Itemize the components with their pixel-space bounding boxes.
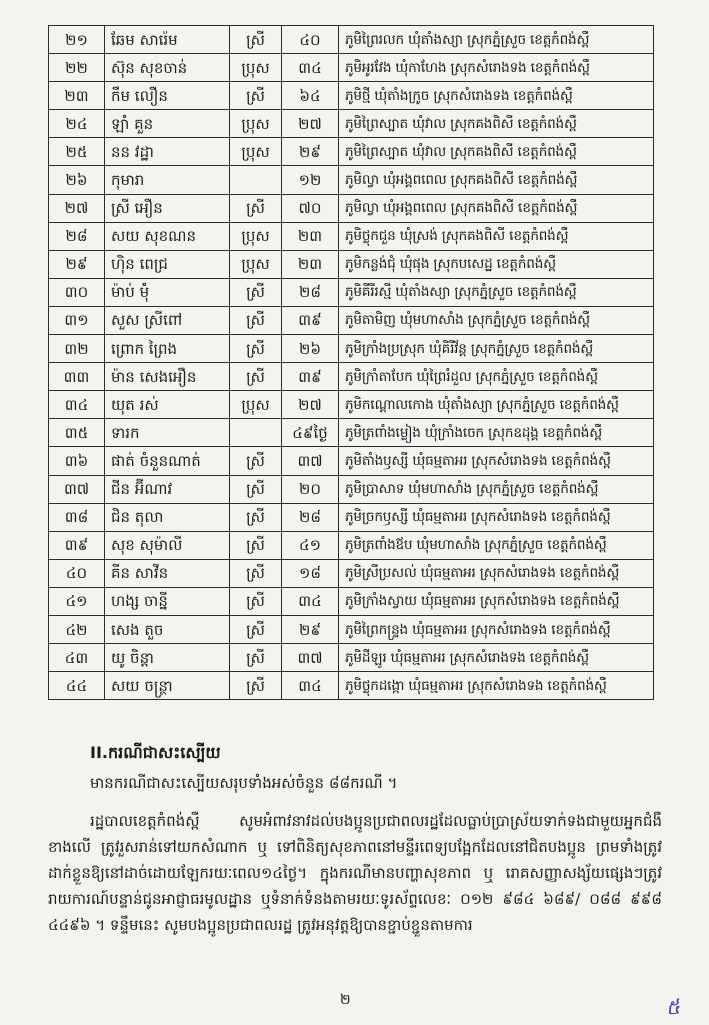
person-address-cell: ភូមិត្រពាំងម្លៀង ឃុំក្រាំងចេក ស្រុកឧដុង្គ ខេត្តកំពង់ស្ពឺ [339,419,654,447]
person-address-cell: ភូមិតាំងឫស្សី ឃុំធម្មតាអរ ស្រុកសំរោងទង ខេត្តកំពង់ស្ពឺ [339,447,654,475]
table-row [49,138,654,166]
person-sex-cell [230,419,282,447]
person-sex-cell: ស្រី [230,503,282,531]
handwritten-mark: ៥ [664,994,682,1020]
case-number-cell: ៣២ [49,335,105,363]
person-age-cell: ៣៤ [282,54,339,82]
table-row [49,306,654,334]
person-sex-cell: ស្រី [230,82,282,110]
table-row [49,166,654,194]
person-address-cell: ភូមិថ្លុកដង្កោ ឃុំធម្មតាអរ ស្រុកសំរោងទង ខេត្តកំពង់ស្ពឺ [339,672,654,700]
person-age-cell: ១៨ [282,559,339,587]
person-name-cell: នន វដ្ឋា [105,138,230,166]
person-age-cell: ៣៤ [282,587,339,615]
person-name-cell: សយ ចន្ថ្រា [105,672,230,700]
person-name-cell: យូ ចិន្តា [105,644,230,672]
recovered-summary: មានករណីជាសះស្បើយសរុបទាំងអស់ចំនួន ៨៨ករណី ។ [90,774,398,792]
person-sex-cell: ស្រី [230,194,282,222]
case-number-cell: ៤៤ [49,672,105,700]
person-address-cell: ភូមិថ្មី ឃុំតាំងក្រូច ស្រុកសំរោងទង ខេត្តកំពង់ស្ពឺ [339,82,654,110]
person-age-cell: ៣៧ [282,447,339,475]
table-row [49,447,654,475]
person-name-cell: គីន សាវីន [105,559,230,587]
person-sex-cell [230,166,282,194]
person-name-cell: ហ៊ិន ពេជ្រ [105,250,230,278]
person-age-cell: ៦៤ [282,82,339,110]
table-row [49,278,654,306]
case-number-cell: ២៤ [49,110,105,138]
person-name-cell: ស្រី អឿន [105,194,230,222]
person-name-cell: សួស ស្រីពៅ [105,306,230,334]
person-age-cell: ២៨ [282,278,339,306]
person-age-cell: ២៩ [282,138,339,166]
person-name-cell: ឆែម សារ៉េម [105,26,230,54]
case-number-cell: ៣៣ [49,363,105,391]
person-name-cell: កុមារា [105,166,230,194]
person-name-cell: ព្រោក ព្រៃង [105,335,230,363]
case-number-cell: ២៧ [49,194,105,222]
person-address-cell: ភូមិល្វា ឃុំអង្គពពេល ស្រុកគងពិសី ខេត្តកំពង់ស្ពឺ [339,194,654,222]
person-sex-cell: ស្រី [230,26,282,54]
person-name-cell: ម៉ាប់ ម៉ុំ [105,278,230,306]
person-age-cell: ២៨ [282,503,339,531]
person-name-cell: ឡាំ គួន [105,110,230,138]
table-row [49,54,654,82]
table-row [49,194,654,222]
person-address-cell: ភូមិដីឡូរ ឃុំធម្មតាអរ ស្រុកសំរោងទង ខេត្តកំពង់ស្ពឺ [339,644,654,672]
case-number-cell: ៤៣ [49,644,105,672]
person-address-cell: ភូមិតាមិញ ឃុំមហាសាំង ស្រុកភ្នំស្រួច ខេត្តកំពង់ស្ពឺ [339,306,654,334]
person-address-cell: ភូមិព្រៃរលក ឃុំតាំងស្យា ស្រុកភ្នំស្រួច ខេត្តកំពង់ស្ពឺ [339,26,654,54]
case-number-cell: ២៥ [49,138,105,166]
person-sex-cell: ស្រី [230,447,282,475]
case-number-cell: ៣៩ [49,531,105,559]
person-sex-cell: ស្រី [230,644,282,672]
case-number-cell: ២៩ [49,250,105,278]
table-row [49,531,654,559]
table-row [49,644,654,672]
person-sex-cell: ស្រី [230,531,282,559]
person-name-cell: ស៊ុន សុខចាន់ [105,54,230,82]
person-name-cell: យុត រស់ [105,391,230,419]
person-age-cell: ៣៩ [282,306,339,334]
table-row [49,587,654,615]
table-row [49,363,654,391]
person-sex-cell: ស្រី [230,475,282,503]
person-name-cell: សុខ សុម៉ាលី [105,531,230,559]
person-name-cell: ជិន តុលា [105,503,230,531]
case-number-cell: ៤០ [49,559,105,587]
section-heading: II.ករណីជាសះស្បើយ [90,743,221,762]
person-sex-cell: ប្រុស [230,110,282,138]
table-row [49,26,654,54]
table-row [49,250,654,278]
person-address-cell: ភូមិអូរវែង ឃុំកាហែង ស្រុកសំរោងទង ខេត្តកំពង់ស្ពឺ [339,54,654,82]
case-number-cell: ៣៧ [49,475,105,503]
table-row [49,222,654,250]
table-row [49,559,654,587]
person-address-cell: ភូមិច្រកឫស្សី ឃុំធម្មតាអរ ស្រុកសំរោងទង ខេត្តកំពង់ស្ពឺ [339,503,654,531]
person-sex-cell: ស្រី [230,672,282,700]
case-number-cell: ២១ [49,26,105,54]
person-age-cell: ៤៩ថ្ងៃ [282,419,339,447]
person-address-cell: ភូមិស្រីប្រសល់ ឃុំធម្មតាអរ ស្រុកសំរោងទង ខេត្តកំពង់ស្ពឺ [339,559,654,587]
person-sex-cell: ប្រុស [230,54,282,82]
person-address-cell: ភូមិក្រាំងស្វាយ ឃុំធម្មតាអរ ស្រុកសំរោងទង ខេត្តកំពង់ស្ពឺ [339,587,654,615]
person-sex-cell: ស្រី [230,587,282,615]
person-sex-cell: ស្រី [230,335,282,363]
person-address-cell: ភូមិល្វា ឃុំអង្គពពេល ស្រុកគងពិសី ខេត្តកំពង់ស្ពឺ [339,166,654,194]
person-sex-cell: ស្រី [230,615,282,643]
case-table [48,25,654,700]
person-age-cell: ២៩ [282,615,339,643]
person-address-cell: ភូមិព្រៃកន្ទ្រង ឃុំធម្មតាអរ ស្រុកសំរោងទង ខេត្តកំពង់ស្ពឺ [339,615,654,643]
person-name-cell: កឹម លឿន [105,82,230,110]
case-number-cell: ២៣ [49,82,105,110]
table-row [49,419,654,447]
table-row [49,335,654,363]
person-age-cell: ២៧ [282,391,339,419]
table-row [49,475,654,503]
person-sex-cell: ប្រុស [230,391,282,419]
person-address-cell: ភូមិកណ្ដោលកោង ឃុំតាំងស្យា ស្រុកភ្នំស្រួច ខេត្តកំពង់ស្ពឺ [339,391,654,419]
table-row [49,82,654,110]
person-sex-cell: ប្រុស [230,138,282,166]
table-row [49,615,654,643]
person-sex-cell: ស្រី [230,363,282,391]
person-age-cell: ២៣ [282,222,339,250]
person-address-cell: ភូមិត្រពាំងឪប ឃុំមហាសាំង ស្រុកភ្នំស្រួច ខេត្តកំពង់ស្ពឺ [339,531,654,559]
person-address-cell: ភូមិគីរីរស្មី ឃុំតាំងស្យា ស្រុកភ្នំស្រួច ខេត្តកំពង់ស្ពឺ [339,278,654,306]
case-number-cell: ៤២ [49,615,105,643]
table-row [49,391,654,419]
case-number-cell: ៤១ [49,587,105,615]
person-address-cell: ភូមិព្រៃស្បាត ឃុំវាល ស្រុកគងពិសី ខេត្តកំពង់ស្ពឺ [339,138,654,166]
person-address-cell: ភូមិកន្លង់ជុំ ឃុំផុង ស្រុកបសេដ្ឋ ខេត្តកំពង់ស្ពឺ [339,250,654,278]
person-age-cell: ៧០ [282,194,339,222]
person-name-cell: សយ សុខណន [105,222,230,250]
person-age-cell: ២៣ [282,250,339,278]
person-address-cell: ភូមិព្រៃស្បាត ឃុំវាល ស្រុកគងពិសី ខេត្តកំពង់ស្ពឺ [339,110,654,138]
person-sex-cell: ប្រុស [230,222,282,250]
person-sex-cell: ប្រុស [230,250,282,278]
person-age-cell: ៣៩ [282,363,339,391]
table-row [49,503,654,531]
table-row [49,672,654,700]
person-name-cell: ហង្ស ចាន្នី [105,587,230,615]
person-age-cell: ៤០ [282,26,339,54]
person-name-cell: សេង តួច [105,615,230,643]
table-row [49,110,654,138]
person-address-cell: ភូមិថ្លុកជួន ឃុំស្រង់ ស្រុកគងពិសី ខេត្តកំពង់ស្ពឺ [339,222,654,250]
case-number-cell: ២២ [49,54,105,82]
person-age-cell: ១២ [282,166,339,194]
advisory-paragraph: រដ្ឋបាលខេត្តកំពង់ស្ពឺ សូមអំពាវនាវដល់បងប្អូនប្រជាពលរដ្ឋដែលធ្លាប់ប្រាស្រ័យទាក់ទងជាមួយអ្នកជំងឺខាងលើ ត្រូវរួសរាន់ទៅយកសំណាក ឬ ទៅពិនិត្យសុខភាពនៅមន្ទីរពេទ្យបង្អែកដែលនៅជិតបងប្អូន ព្រមទាំងត្រូវដាក់ខ្លួនឱ្យនៅដាច់ដោយឡែករយៈពេល១៤ថ្ងៃ។ ក្នុងករណីមានបញ្ហាសុខភាព ឬ រោគសញ្ញាសង្ស័យផ្សេងៗត្រូវរាយការណ៍បន្ទាន់ជូនអាជ្ញាធរមូលដ្ឋាន ឬទំនាក់ទំនងតាមរយៈទូរស័ព្ទលេខៈ ០១២ ៩៨៤ ៦៨៩/ ០៨៨ ៩៩៨ ៤៤៩៦ ។ ទន្ទឹមនេះ សូមបងប្អូនប្រជាពលរដ្ឋ ត្រូវអនុវត្តឱ្យបានខ្ជាប់ខ្ជួនតាមការ [48,812,662,934]
case-number-cell: ៣៦ [49,447,105,475]
person-name-cell: ផាត់ ចំនួនណាត់ [105,447,230,475]
person-age-cell: ២០ [282,475,339,503]
case-number-cell: ៣០ [49,278,105,306]
person-sex-cell: ស្រី [230,306,282,334]
person-age-cell: ២៦ [282,335,339,363]
case-number-cell: ៣៤ [49,391,105,419]
person-age-cell: ២៧ [282,110,339,138]
case-number-cell: ២៦ [49,166,105,194]
case-number-cell: ២៨ [49,222,105,250]
case-number-cell: ៣៨ [49,503,105,531]
person-sex-cell: ស្រី [230,278,282,306]
case-table-body [49,26,654,700]
person-name-cell: ជីន អ៊ីណាវ [105,475,230,503]
person-age-cell: ៤១ [282,531,339,559]
person-age-cell: ៣៧ [282,644,339,672]
case-number-cell: ៣១ [49,306,105,334]
person-address-cell: ភូមិប្រាសាទ ឃុំមហាសាំង ស្រុកភ្នំស្រួច ខេត្តកំពង់ស្ពឺ [339,475,654,503]
person-age-cell: ៣៤ [282,672,339,700]
person-address-cell: ភូមិក្រាំងប្រស្រុក ឃុំគិរីវ័ន្ត ស្រុកភ្នំស្រួច ខេត្តកំពង់ស្ពឺ [339,335,654,363]
case-number-cell: ៣៥ [49,419,105,447]
person-name-cell: ទារក [105,419,230,447]
person-address-cell: ភូមិក្រាំតាបែក ឃុំព្រៃរំដួល ស្រុកភ្នំស្រួច ខេត្តកំពង់ស្ពឺ [339,363,654,391]
person-sex-cell: ស្រី [230,559,282,587]
person-name-cell: ម៉ាន សេងអឿន [105,363,230,391]
page-number: ២ [340,992,351,1008]
